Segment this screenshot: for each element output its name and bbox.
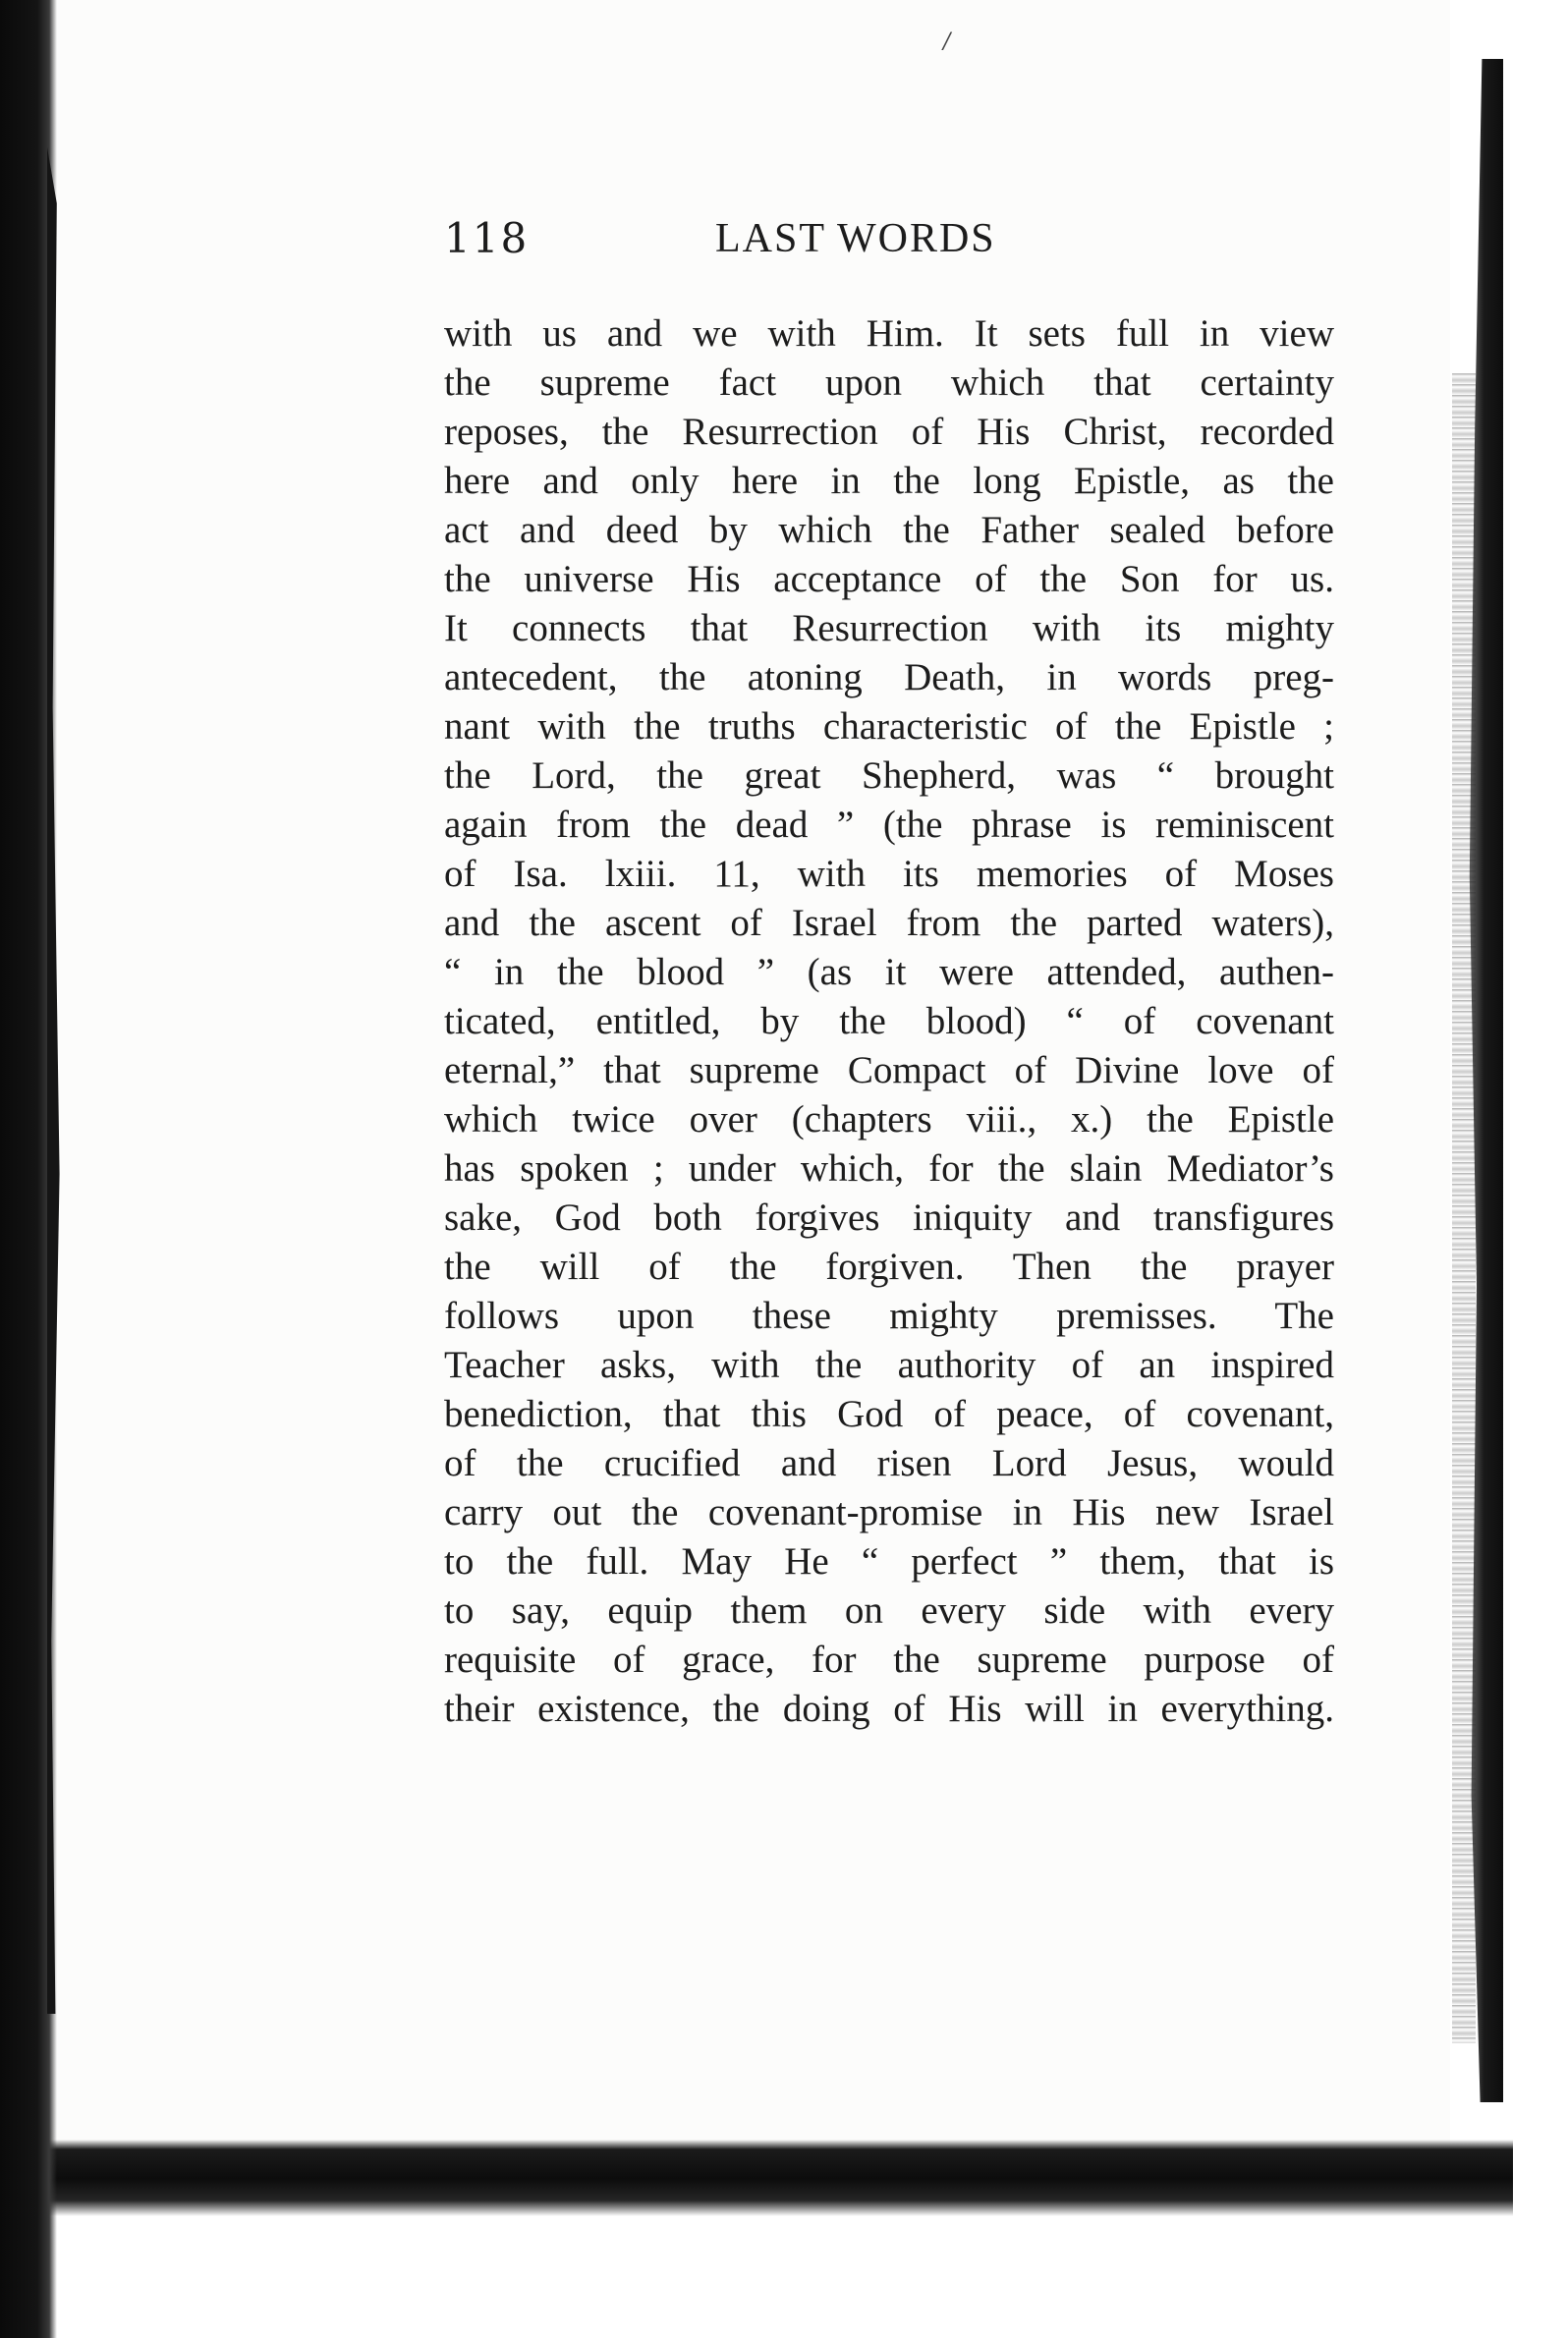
text-line: It connects that Resurrection with its mighty	[444, 607, 1334, 649]
text-line: ticated, entitled, by the blood) “ of covenant	[444, 1000, 1334, 1042]
text-line: has spoken ; under which, for the slain Mediator’s	[444, 1147, 1334, 1190]
text-line: of Isa. lxiii. 11, with its memories of Moses	[444, 853, 1334, 895]
text-line: the supreme fact upon which that certainty	[444, 362, 1334, 404]
text-line: again from the dead ” (the phrase is reminiscent	[444, 804, 1334, 846]
text-line: the Lord, the great Shepherd, was “ brought	[444, 754, 1334, 797]
text-line: sake, God both forgives iniquity and transfigures	[444, 1197, 1334, 1239]
text-line: which twice over (chapters viii., x.) the Epistle	[444, 1098, 1334, 1141]
text-line: Teacher asks, with the authority of an inspired	[444, 1344, 1334, 1386]
text-line: requisite of grace, for the supreme purpose of	[444, 1639, 1334, 1681]
text-line: of the crucified and risen Lord Jesus, would	[444, 1442, 1334, 1484]
stray-mark: /	[943, 29, 951, 54]
running-title: LAST WORDS	[715, 216, 996, 261]
text-line: and the ascent of Israel from the parted waters),	[444, 902, 1334, 944]
text-line: with us and we with Him. It sets full in view	[444, 312, 1334, 355]
text-line: “ in the blood ” (as it were attended, authen-	[444, 951, 1334, 993]
page-number: 118	[444, 214, 530, 262]
text-line: to say, equip them on every side with every	[444, 1589, 1334, 1632]
text-line: the universe His acceptance of the Son for us.	[444, 558, 1334, 600]
text-line: to the full. May He “ perfect ” them, that is	[444, 1540, 1334, 1583]
page-header	[444, 209, 1328, 268]
right-edge-speckle	[1452, 373, 1476, 2043]
text-line: eternal,” that supreme Compact of Divine love of	[444, 1049, 1334, 1091]
body-text	[444, 309, 1334, 1734]
text-line: nant with the truths characteristic of the Epistle ;	[444, 705, 1334, 748]
text-line: the will of the forgiven. Then the prayer	[444, 1246, 1334, 1288]
text-line: follows upon these mighty premisses. The	[444, 1295, 1334, 1337]
text-line: here and only here in the long Epistle, as the	[444, 460, 1334, 502]
text-line: reposes, the Resurrection of His Christ, recorded	[444, 411, 1334, 453]
text-line: act and deed by which the Father sealed before	[444, 509, 1334, 551]
text-line: benediction, that this God of peace, of covenant,	[444, 1393, 1334, 1435]
text-line: their existence, the doing of His will in everything.	[444, 1688, 1334, 1730]
text-line: antecedent, the atoning Death, in words preg-	[444, 656, 1334, 698]
bottom-scan-shadow	[0, 2140, 1513, 2216]
text-line: carry out the covenant-promise in His new Israel	[444, 1491, 1334, 1533]
